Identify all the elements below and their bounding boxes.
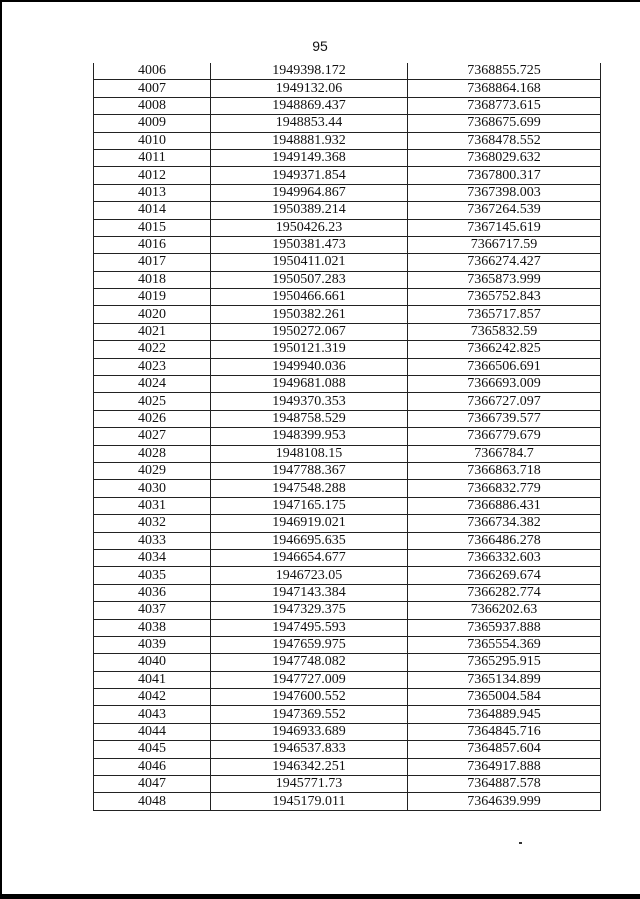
x-coordinate-cell: 1946919.021 <box>211 515 408 532</box>
page-number: 95 <box>312 38 328 54</box>
table-row <box>94 671 601 688</box>
table-row <box>94 462 601 479</box>
table-row <box>94 497 601 514</box>
point-id-cell: 4017 <box>94 254 211 271</box>
table-row <box>94 445 601 462</box>
x-coordinate-cell: 1950272.067 <box>211 323 408 340</box>
point-id-cell: 4032 <box>94 515 211 532</box>
y-coordinate-cell: 7364845.716 <box>408 723 601 740</box>
y-coordinate-cell: 7365873.999 <box>408 271 601 288</box>
point-id-cell: 4018 <box>94 271 211 288</box>
y-coordinate-cell: 7367264.539 <box>408 202 601 219</box>
y-coordinate-cell: 7368773.615 <box>408 97 601 114</box>
point-id-cell: 4013 <box>94 184 211 201</box>
point-id-cell: 4010 <box>94 132 211 149</box>
point-id-cell: 4038 <box>94 619 211 636</box>
table-row <box>94 115 601 132</box>
x-coordinate-cell: 1946537.833 <box>211 741 408 758</box>
table-row <box>94 758 601 775</box>
table-row <box>94 323 601 340</box>
point-id-cell: 4027 <box>94 428 211 445</box>
x-coordinate-cell: 1949964.867 <box>211 184 408 201</box>
point-id-cell: 4021 <box>94 323 211 340</box>
y-coordinate-cell: 7365004.584 <box>408 689 601 706</box>
x-coordinate-cell: 1950382.261 <box>211 306 408 323</box>
x-coordinate-cell: 1950381.473 <box>211 236 408 253</box>
point-id-cell: 4020 <box>94 306 211 323</box>
y-coordinate-cell: 7368855.725 <box>408 63 601 80</box>
x-coordinate-cell: 1948108.15 <box>211 445 408 462</box>
x-coordinate-cell: 1947369.552 <box>211 706 408 723</box>
table-row <box>94 532 601 549</box>
table-row <box>94 202 601 219</box>
point-id-cell: 4043 <box>94 706 211 723</box>
point-id-cell: 4034 <box>94 549 211 566</box>
point-id-cell: 4026 <box>94 410 211 427</box>
point-id-cell: 4023 <box>94 358 211 375</box>
point-id-cell: 4040 <box>94 654 211 671</box>
x-coordinate-cell: 1946695.635 <box>211 532 408 549</box>
table-row <box>94 723 601 740</box>
y-coordinate-cell: 7367800.317 <box>408 167 601 184</box>
table-row <box>94 393 601 410</box>
x-coordinate-cell: 1949132.06 <box>211 80 408 97</box>
y-coordinate-cell: 7366506.691 <box>408 358 601 375</box>
y-coordinate-cell: 7368864.168 <box>408 80 601 97</box>
y-coordinate-cell: 7368675.699 <box>408 115 601 132</box>
x-coordinate-cell: 1949398.172 <box>211 63 408 80</box>
point-id-cell: 4045 <box>94 741 211 758</box>
table-row <box>94 619 601 636</box>
table-row <box>94 480 601 497</box>
point-id-cell: 4029 <box>94 462 211 479</box>
point-id-cell: 4007 <box>94 80 211 97</box>
x-coordinate-cell: 1949370.353 <box>211 393 408 410</box>
table-row <box>94 741 601 758</box>
point-id-cell: 4048 <box>94 793 211 810</box>
table-row <box>94 132 601 149</box>
table-row <box>94 167 601 184</box>
x-coordinate-cell: 1947727.009 <box>211 671 408 688</box>
y-coordinate-cell: 7365295.915 <box>408 654 601 671</box>
table-row <box>94 236 601 253</box>
x-coordinate-cell: 1949940.036 <box>211 358 408 375</box>
y-coordinate-cell: 7366863.718 <box>408 462 601 479</box>
y-coordinate-cell: 7366784.7 <box>408 445 601 462</box>
table-row <box>94 289 601 306</box>
x-coordinate-cell: 1949681.088 <box>211 376 408 393</box>
x-coordinate-cell: 1948881.932 <box>211 132 408 149</box>
x-coordinate-cell: 1945771.73 <box>211 776 408 793</box>
table-row <box>94 410 601 427</box>
point-id-cell: 4024 <box>94 376 211 393</box>
y-coordinate-cell: 7364639.999 <box>408 793 601 810</box>
y-coordinate-cell: 7368029.632 <box>408 149 601 166</box>
point-id-cell: 4044 <box>94 723 211 740</box>
point-id-cell: 4030 <box>94 480 211 497</box>
x-coordinate-cell: 1946723.05 <box>211 567 408 584</box>
point-id-cell: 4025 <box>94 393 211 410</box>
y-coordinate-cell: 7368478.552 <box>408 132 601 149</box>
x-coordinate-cell: 1947329.375 <box>211 602 408 619</box>
point-id-cell: 4033 <box>94 532 211 549</box>
y-coordinate-cell: 7367145.619 <box>408 219 601 236</box>
table-row <box>94 636 601 653</box>
table-row <box>94 428 601 445</box>
table-row <box>94 271 601 288</box>
x-coordinate-cell: 1950389.214 <box>211 202 408 219</box>
x-coordinate-cell: 1948399.953 <box>211 428 408 445</box>
point-id-cell: 4009 <box>94 115 211 132</box>
y-coordinate-cell: 7366486.278 <box>408 532 601 549</box>
x-coordinate-cell: 1947143.384 <box>211 584 408 601</box>
table-row <box>94 341 601 358</box>
table-row <box>94 567 601 584</box>
y-coordinate-cell: 7366717.59 <box>408 236 601 253</box>
coordinates-table-body <box>94 63 601 810</box>
y-coordinate-cell: 7366693.009 <box>408 376 601 393</box>
x-coordinate-cell: 1950507.283 <box>211 271 408 288</box>
x-coordinate-cell: 1945179.011 <box>211 793 408 810</box>
x-coordinate-cell: 1950426.23 <box>211 219 408 236</box>
point-id-cell: 4022 <box>94 341 211 358</box>
table-row <box>94 80 601 97</box>
scan-border-left <box>0 0 2 899</box>
x-coordinate-cell: 1947659.975 <box>211 636 408 653</box>
point-id-cell: 4047 <box>94 776 211 793</box>
x-coordinate-cell: 1950411.021 <box>211 254 408 271</box>
x-coordinate-cell: 1947165.175 <box>211 497 408 514</box>
y-coordinate-cell: 7366332.603 <box>408 549 601 566</box>
point-id-cell: 4037 <box>94 602 211 619</box>
point-id-cell: 4011 <box>94 149 211 166</box>
table-row <box>94 549 601 566</box>
point-id-cell: 4014 <box>94 202 211 219</box>
y-coordinate-cell: 7366739.577 <box>408 410 601 427</box>
point-id-cell: 4039 <box>94 636 211 653</box>
y-coordinate-cell: 7365554.369 <box>408 636 601 653</box>
y-coordinate-cell: 7366779.679 <box>408 428 601 445</box>
scan-border-top <box>0 0 640 2</box>
x-coordinate-cell: 1947600.552 <box>211 689 408 706</box>
table-row <box>94 602 601 619</box>
x-coordinate-cell: 1947495.593 <box>211 619 408 636</box>
x-coordinate-cell: 1949371.854 <box>211 167 408 184</box>
table-row <box>94 584 601 601</box>
y-coordinate-cell: 7367398.003 <box>408 184 601 201</box>
x-coordinate-cell: 1948758.529 <box>211 410 408 427</box>
y-coordinate-cell: 7366242.825 <box>408 341 601 358</box>
table-row <box>94 689 601 706</box>
scan-speck <box>519 842 522 844</box>
point-id-cell: 4035 <box>94 567 211 584</box>
y-coordinate-cell: 7365832.59 <box>408 323 601 340</box>
point-id-cell: 4016 <box>94 236 211 253</box>
scan-border-bottom <box>0 894 640 899</box>
x-coordinate-cell: 1948853.44 <box>211 115 408 132</box>
table-row <box>94 515 601 532</box>
point-id-cell: 4015 <box>94 219 211 236</box>
y-coordinate-cell: 7366734.382 <box>408 515 601 532</box>
x-coordinate-cell: 1949149.368 <box>211 149 408 166</box>
y-coordinate-cell: 7366832.779 <box>408 480 601 497</box>
y-coordinate-cell: 7364917.888 <box>408 758 601 775</box>
x-coordinate-cell: 1946654.677 <box>211 549 408 566</box>
y-coordinate-cell: 7365134.899 <box>408 671 601 688</box>
point-id-cell: 4019 <box>94 289 211 306</box>
table-row <box>94 654 601 671</box>
table-row <box>94 97 601 114</box>
table-row <box>94 358 601 375</box>
table-row <box>94 63 601 80</box>
table-row <box>94 793 601 810</box>
table-row <box>94 219 601 236</box>
table-row <box>94 706 601 723</box>
table-row <box>94 184 601 201</box>
coordinates-table <box>93 63 601 811</box>
point-id-cell: 4012 <box>94 167 211 184</box>
table-row <box>94 254 601 271</box>
y-coordinate-cell: 7365937.888 <box>408 619 601 636</box>
table-row <box>94 306 601 323</box>
y-coordinate-cell: 7364857.604 <box>408 741 601 758</box>
x-coordinate-cell: 1947788.367 <box>211 462 408 479</box>
point-id-cell: 4028 <box>94 445 211 462</box>
table-row <box>94 776 601 793</box>
y-coordinate-cell: 7366886.431 <box>408 497 601 514</box>
point-id-cell: 4036 <box>94 584 211 601</box>
x-coordinate-cell: 1946342.251 <box>211 758 408 775</box>
y-coordinate-cell: 7366269.674 <box>408 567 601 584</box>
x-coordinate-cell: 1950121.319 <box>211 341 408 358</box>
x-coordinate-cell: 1946933.689 <box>211 723 408 740</box>
y-coordinate-cell: 7364889.945 <box>408 706 601 723</box>
point-id-cell: 4006 <box>94 63 211 80</box>
x-coordinate-cell: 1950466.661 <box>211 289 408 306</box>
y-coordinate-cell: 7365717.857 <box>408 306 601 323</box>
table-row <box>94 376 601 393</box>
x-coordinate-cell: 1947748.082 <box>211 654 408 671</box>
point-id-cell: 4046 <box>94 758 211 775</box>
point-id-cell: 4008 <box>94 97 211 114</box>
x-coordinate-cell: 1947548.288 <box>211 480 408 497</box>
table-row <box>94 149 601 166</box>
x-coordinate-cell: 1948869.437 <box>211 97 408 114</box>
point-id-cell: 4041 <box>94 671 211 688</box>
point-id-cell: 4042 <box>94 689 211 706</box>
y-coordinate-cell: 7366727.097 <box>408 393 601 410</box>
y-coordinate-cell: 7365752.843 <box>408 289 601 306</box>
point-id-cell: 4031 <box>94 497 211 514</box>
y-coordinate-cell: 7364887.578 <box>408 776 601 793</box>
y-coordinate-cell: 7366282.774 <box>408 584 601 601</box>
y-coordinate-cell: 7366202.63 <box>408 602 601 619</box>
y-coordinate-cell: 7366274.427 <box>408 254 601 271</box>
